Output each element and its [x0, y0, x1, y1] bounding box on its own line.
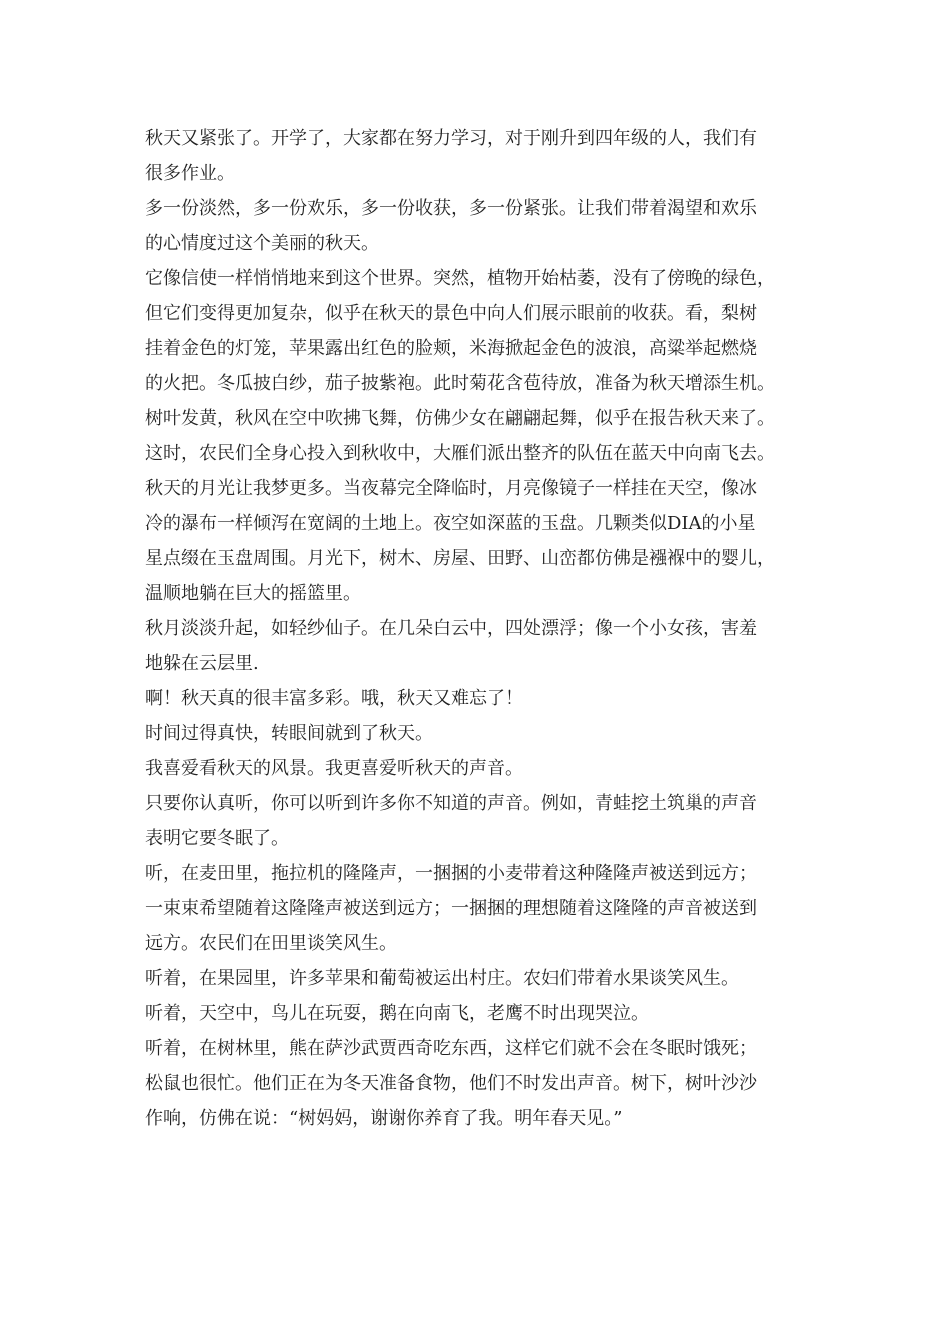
paragraph-11: 听着，在果园里，许多苹果和葡萄被运出村庄。农妇们带着水果谈笑风生。: [145, 968, 739, 989]
paragraph-7: 时间过得真快，转眼间就到了秋天。: [145, 723, 433, 744]
paragraph-9: 只要你认真听，你可以听到许多你不知道的声音。例如，青蛙挖土筑巢的声音 表明它要冬眠了。: [145, 793, 757, 849]
paragraph-5: 秋月淡淡升起，如轻纱仙子。在几朵白云中，四处漂浮；像一个小女孩，害羞 地躲在云层里.: [145, 618, 757, 674]
paragraph-1: 秋天又紧张了。开学了，大家都在努力学习，对于刚升到四年级的人，我们有 很多作业。: [145, 128, 757, 184]
paragraph-13: 听着，在树林里，熊在萨沙武贾西奇吃东西，这样它们就不会在冬眠时饿死； 松鼠也很忙。他们正在为冬天准备食物，他们不时发出声音。树下，树叶沙沙 作响，仿佛在说：“树妈妈，谢谢你养育了我。明年春天见。”: [145, 1038, 757, 1129]
paragraph-3: 它像信使一样悄悄地来到这个世界。突然，植物开始枯萎，没有了傍晚的绿色， 但它们变得更加复杂，似乎在秋天的景色中向人们展示眼前的收获。看，梨树 挂着金色的灯笼，苹果露出红色的脸颊，米海掀起金色的波浪，高粱举起燃烧 的火把。冬瓜披白纱，茄子披紫袍。此时菊花含苞待放，准备为秋天增添生机。 树叶发黄，秋风在空中吹拂飞舞，仿佛少女在翩翩起舞，似乎在报告秋天来了。 这时，农民们全身心投入到秋收中，大雁们派出整齐的队伍在蓝天中向南飞去。: [145, 268, 775, 464]
paragraph-4: 秋天的月光让我梦更多。当夜幕完全降临时，月亮像镜子一样挂在天空，像冰 冷的瀑布一样倾泻在宽阔的土地上。夜空如深蓝的玉盘。几颗类似DIA的小星 星点缀在玉盘周围。月光下，树木、房屋、田野、山峦都仿佛是襁褓中的婴儿， 温顺地躺在巨大的摇篮里。: [145, 478, 775, 604]
paragraph-12: 听着，天空中，鸟儿在玩耍，鹅在向南飞，老鹰不时出现哭泣。: [145, 1003, 649, 1024]
paragraph-2: 多一份淡然，多一份欢乐，多一份收获，多一份紧张。让我们带着渴望和欢乐 的心情度过这个美丽的秋天。: [145, 198, 757, 254]
paragraph-10: 听，在麦田里，拖拉机的隆隆声，一捆捆的小麦带着这种隆隆声被送到远方； 一束束希望随着这隆隆声被送到远方；一捆捆的理想随着这隆隆的声音被送到 远方。农民们在田里谈笑风生。: [145, 863, 757, 954]
paragraph-8: 我喜爱看秋天的风景。我更喜爱听秋天的声音。: [145, 758, 523, 779]
document-body: [145, 121, 813, 1136]
paragraph-6: 啊！秋天真的很丰富多彩。哦，秋天又难忘了！: [145, 688, 523, 709]
